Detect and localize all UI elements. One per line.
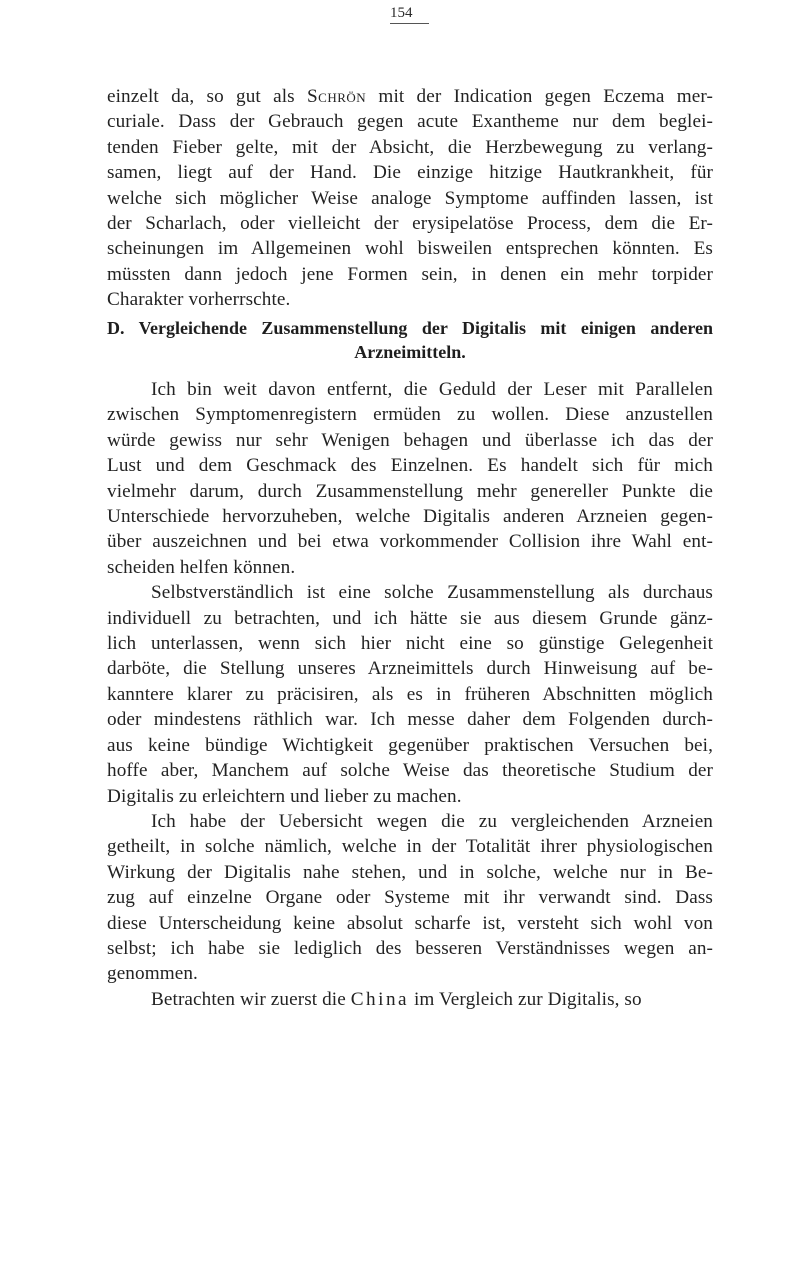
text-line: Ich habe der Uebersicht wegen die zu vergleichenden Arzneien: [151, 810, 713, 832]
text-line: würde gewiss nur sehr Wenigen behagen und überlasse ich das der: [107, 429, 713, 451]
section-heading-line-1: D. Vergleichende Zusammenstellung der Digitalis mit einigen anderen: [107, 318, 713, 338]
section-heading: [107, 316, 713, 364]
text-line: diese Unterscheidung keine absolut scharfe ist, versteht sich wohl von: [107, 912, 713, 934]
text-line: hoffe aber, Manchem auf solche Weise das theoretische Studium der: [107, 760, 713, 782]
text-line: vielmehr darum, durch Zusammenstellung mehr genereller Punkte die: [107, 480, 713, 502]
text-line: samen, liegt auf der Hand. Die einzige hitzige Hautkrankheit, für: [107, 162, 713, 184]
section-heading-line-2: Arzneimitteln.: [354, 342, 466, 362]
text-line: Charakter vorherrschte.: [107, 289, 291, 311]
text-line: Selbstverständlich ist eine solche Zusammenstellung als durchaus: [151, 582, 713, 604]
text-line: genommen.: [107, 963, 198, 985]
text-line: darböte, die Stellung unseres Arzneimittels durch Hinweisung auf be-: [107, 658, 713, 680]
text-line: über auszeichnen und bei etwa vorkommender Collision ihre Wahl ent-: [107, 531, 713, 553]
paragraph: [107, 377, 713, 580]
text-line: müssten dann jedoch jene Formen sein, in denen ein mehr torpider: [107, 263, 713, 285]
text-line: der Scharlach, oder vielleicht der erysipelatöse Process, dem die Er-: [107, 213, 713, 235]
text-line: Wirkung der Digitalis nahe stehen, und in solche, welche nur in Be-: [107, 861, 713, 883]
text-line: curiale. Dass der Gebrauch gegen acute Exantheme nur dem beglei-: [107, 111, 713, 133]
text-line: tenden Fieber gelte, mit der Absicht, die Herzbewegung zu verlang-: [107, 136, 713, 158]
emphasized-term: China: [350, 988, 410, 1010]
text-line: lich unterlassen, wenn sich hier nicht eine so günstige Gelegenheit: [107, 633, 713, 655]
paragraph-continuation: [107, 84, 713, 313]
text-line: kanntere klarer zu präcisiren, als es in früheren Abschnitten möglich: [107, 683, 713, 705]
paragraph: [107, 809, 713, 987]
text-line: individuell zu betrachten, und ich hätte sie aus diesem Grunde gänz-: [107, 607, 713, 629]
text-line: welche sich möglicher Weise analoge Symptome auffinden lassen, ist: [107, 187, 713, 209]
text-line: zwischen Symptomenregistern ermüden zu wollen. Diese anzustellen: [107, 404, 713, 426]
text-line: aus keine bündige Wichtigkeit gegenüber praktischen Versuchen bei,: [107, 734, 713, 756]
text-line: Unterschiede hervorzuheben, welche Digitalis anderen Arzneien gegen-: [107, 506, 713, 528]
text-line: Ich bin weit davon entfernt, die Geduld der Leser mit Parallelen: [151, 379, 713, 400]
page-number: 154: [390, 4, 429, 24]
text-line: getheilt, in solche nämlich, welche in der Totalität ihrer physiologischen: [107, 836, 713, 858]
text-line: Betrachten wir zuerst die China im Vergleich zur Digitalis, so: [151, 988, 642, 1010]
paragraph: [107, 580, 713, 809]
text-line: scheiden helfen können.: [107, 556, 296, 578]
section-body: [107, 377, 713, 1012]
text-line: zug auf einzelne Organe oder Systeme mit ihr verwandt sind. Dass: [107, 887, 713, 909]
text-line: oder mindestens räthlich war. Ich messe daher dem Folgenden durch-: [107, 709, 713, 731]
paragraph: [107, 987, 713, 1012]
text-line: scheinungen im Allgemeinen wohl bisweilen entsprechen könnten. Es: [107, 238, 713, 260]
text-line: selbst; ich habe sie lediglich des besseren Verständnisses wegen an-: [107, 937, 713, 959]
text-line: Digitalis zu erleichtern und lieber zu machen.: [107, 785, 462, 807]
text-line: Lust und dem Geschmack des Einzelnen. Es handelt sich für mich: [107, 455, 713, 477]
text-line: einzelt da, so gut als Schrön mit der Indication gegen Eczema mer-: [107, 86, 713, 107]
author-name: Schrön: [306, 86, 367, 107]
